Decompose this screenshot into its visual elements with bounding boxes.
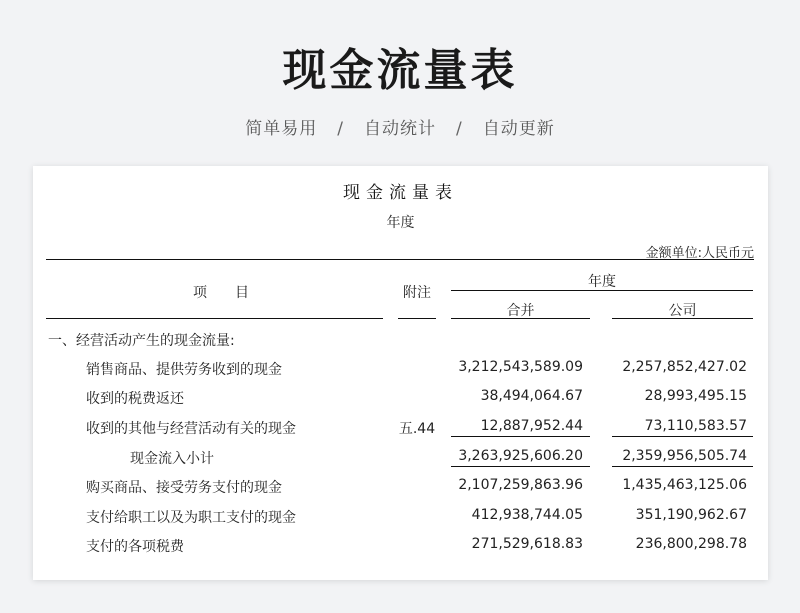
header-item: 项 目: [193, 285, 249, 301]
tag-auto-update: 自动更新: [482, 119, 555, 139]
row-label: 收到的税费返还: [86, 391, 184, 407]
cash-flow-sheet: [33, 166, 768, 580]
row-label-subtotal: 现金流入小计: [130, 451, 214, 467]
sheet-title: 现金流量表: [343, 183, 458, 203]
header-bottom-rule-consolidated: [451, 318, 590, 319]
header-company: 公司: [668, 303, 697, 319]
row-company: 2,359,956,505.74: [622, 448, 747, 464]
header-bottom-rule-item: [46, 318, 383, 319]
section-heading: 一、经营活动产生的现金流量:: [48, 333, 235, 349]
page-title: 现金流量表: [282, 45, 518, 96]
row-company: 28,993,495.15: [644, 388, 747, 404]
row-consolidated: 271,529,618.83: [471, 536, 583, 552]
row-consolidated: 3,263,925,606.20: [458, 448, 583, 464]
row-consolidated: 12,887,952.44: [480, 418, 583, 434]
header-year-rule: [451, 290, 753, 291]
row-consolidated: 2,107,259,863.96: [458, 477, 583, 493]
header-top-rule: [46, 259, 754, 260]
header-bottom-rule-company: [612, 318, 753, 319]
subtotal-bottom-rule-consolidated: [451, 466, 590, 467]
sheet-year: 年度: [386, 215, 415, 231]
row-company: 1,435,463,125.06: [622, 477, 747, 493]
row-label: 支付给职工以及为职工支付的现金: [86, 510, 296, 526]
header-note: 附注: [403, 285, 431, 301]
header-bottom-rule-note: [398, 318, 436, 319]
row-label: 收到的其他与经营活动有关的现金: [86, 421, 296, 437]
row-label: 支付的各项税费: [86, 539, 184, 555]
row-company: 236,800,298.78: [635, 536, 747, 552]
subtotal-rule-consolidated: [451, 436, 590, 437]
row-consolidated: 3,212,543,589.09: [458, 359, 583, 375]
tag-separator: /: [456, 119, 463, 139]
tag-auto-stat: 自动统计: [364, 119, 436, 139]
row-label: 购买商品、接受劳务支付的现金: [86, 480, 282, 496]
tag-separator: /: [337, 119, 344, 139]
currency-unit: 金额单位:人民币元: [645, 246, 754, 261]
row-company: 2,257,852,427.02: [622, 359, 747, 375]
subtotal-rule-company: [612, 436, 753, 437]
row-label: 销售商品、提供劳务收到的现金: [86, 362, 282, 378]
feature-tags: [0, 114, 800, 139]
row-company: 351,190,962.67: [635, 507, 747, 523]
subtotal-bottom-rule-company: [612, 466, 753, 467]
row-company: 73,110,583.57: [644, 418, 747, 434]
row-consolidated: 38,494,064.67: [480, 388, 583, 404]
header-year: 年度: [588, 274, 616, 290]
header-consolidated: 合并: [506, 303, 535, 319]
tag-easy: 简单易用: [245, 119, 318, 139]
row-note: 五.44: [398, 421, 436, 437]
row-consolidated: 412,938,744.05: [471, 507, 583, 523]
